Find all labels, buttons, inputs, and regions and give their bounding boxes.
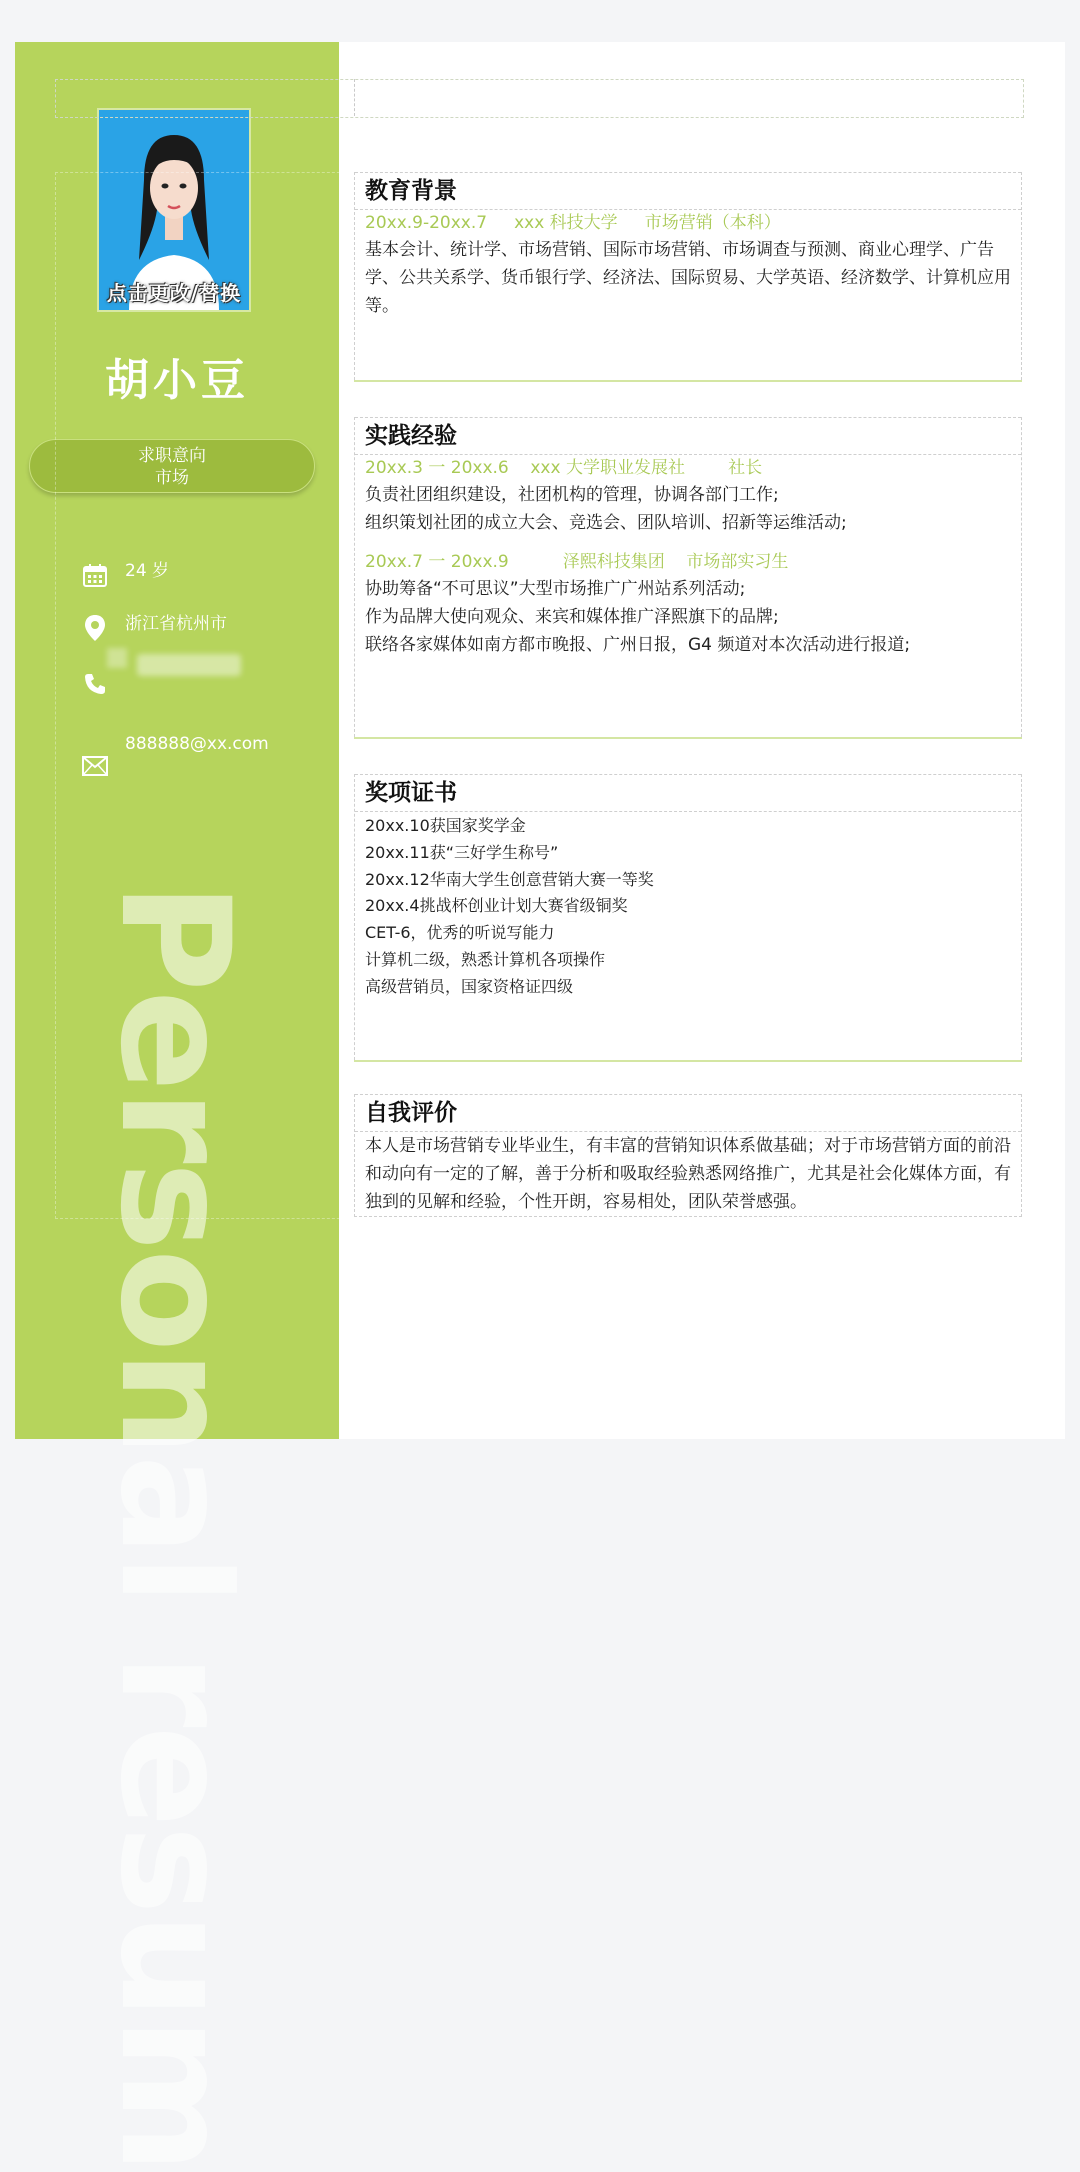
awards-section (354, 774, 1022, 1060)
section-separator (354, 380, 1022, 382)
education-meta: 20xx.9-20xx.7 xxx 科技大学 市场营销（本科） (365, 213, 781, 233)
self-evaluation-title: 自我评价 (355, 1094, 1021, 1132)
education-section (354, 172, 1022, 380)
practice-item-line: 协助筹备“不可思议”大型市场推广广州站系列活动; (365, 579, 746, 599)
sidebar-dashed-frame (55, 172, 355, 1219)
job-intent-value: 市场 (155, 468, 189, 488)
email-text: 888888@xx.com (125, 734, 269, 754)
award-item: 20xx.10获国家奖学金 (365, 816, 526, 835)
practice-item-meta: 20xx.7 一 20xx.9 泽熙科技集团 市场部实习生 (365, 552, 789, 572)
awards-title: 奖项证书 (355, 774, 1021, 812)
practice-item-line: 组织策划社团的成立大会、竞选会、团队培训、招新等运维活动; (365, 513, 847, 533)
award-item: 计算机二级，熟悉计算机各项操作 (365, 949, 606, 969)
practice-item-line: 作为品牌大使向观众、来宾和媒体推广泽熙旗下的品牌; (365, 607, 779, 627)
education-title: 教育背景 (355, 172, 1021, 210)
practice-item-line: 负责社团组织建设，社团机构的管理，协调各部门工作; (365, 485, 779, 505)
practice-item-meta: 20xx.3 一 20xx.6 xxx 大学职业发展社 社长 (365, 458, 763, 478)
resume-page (15, 42, 1065, 2172)
award-item: 高级营销员，国家资格证四级 (365, 976, 574, 996)
award-item: 20xx.4挑战杯创业计划大赛省级铜奖 (365, 896, 628, 916)
award-item: 20xx.12华南大学生创意营销大赛一等奖 (365, 869, 654, 889)
job-intent-label: 求职意向 (138, 446, 206, 466)
watermark-text: Personal resum (87, 882, 261, 2172)
education-courses: 基本会计、统计学、市场营销、国际市场营销、市场调查与预测、商业心理学、广告学、公共关系学、货币银行学、经济法、国际贸易、大学英语、经济数学、计算机应用等。 (365, 240, 1011, 316)
location-text: 浙江省杭州市 (125, 613, 227, 634)
age-text: 24 岁 (125, 560, 170, 581)
award-item: 20xx.11获“三好学生称号” (365, 842, 559, 862)
practice-item-line: 联络各家媒体如南方都市晚报、广州日报，G4 频道对本次活动进行报道; (365, 635, 911, 655)
practice-section (354, 417, 1022, 737)
top-dashed-divider (354, 79, 1023, 116)
award-item: CET-6，优秀的听说写能力 (365, 923, 555, 943)
practice-title: 实践经验 (355, 417, 1021, 455)
section-separator (354, 737, 1022, 739)
photo-change-caption[interactable]: 点击更改/替换 (106, 281, 242, 305)
self-evaluation-text: 本人是市场营销专业毕业生，有丰富的营销知识体系做基础；对于市场营销方面的前沿和动向有一定的了解，善于分析和吸取经验熟悉网络推广，尤其是社会化媒体方面，有独到的见解和经验，个性开朗，容易相处，团队荣誉感强。 (365, 1136, 1011, 1212)
candidate-name: 胡小豆 (105, 355, 249, 406)
section-separator (354, 1060, 1022, 1062)
self-evaluation-section (354, 1094, 1022, 1217)
